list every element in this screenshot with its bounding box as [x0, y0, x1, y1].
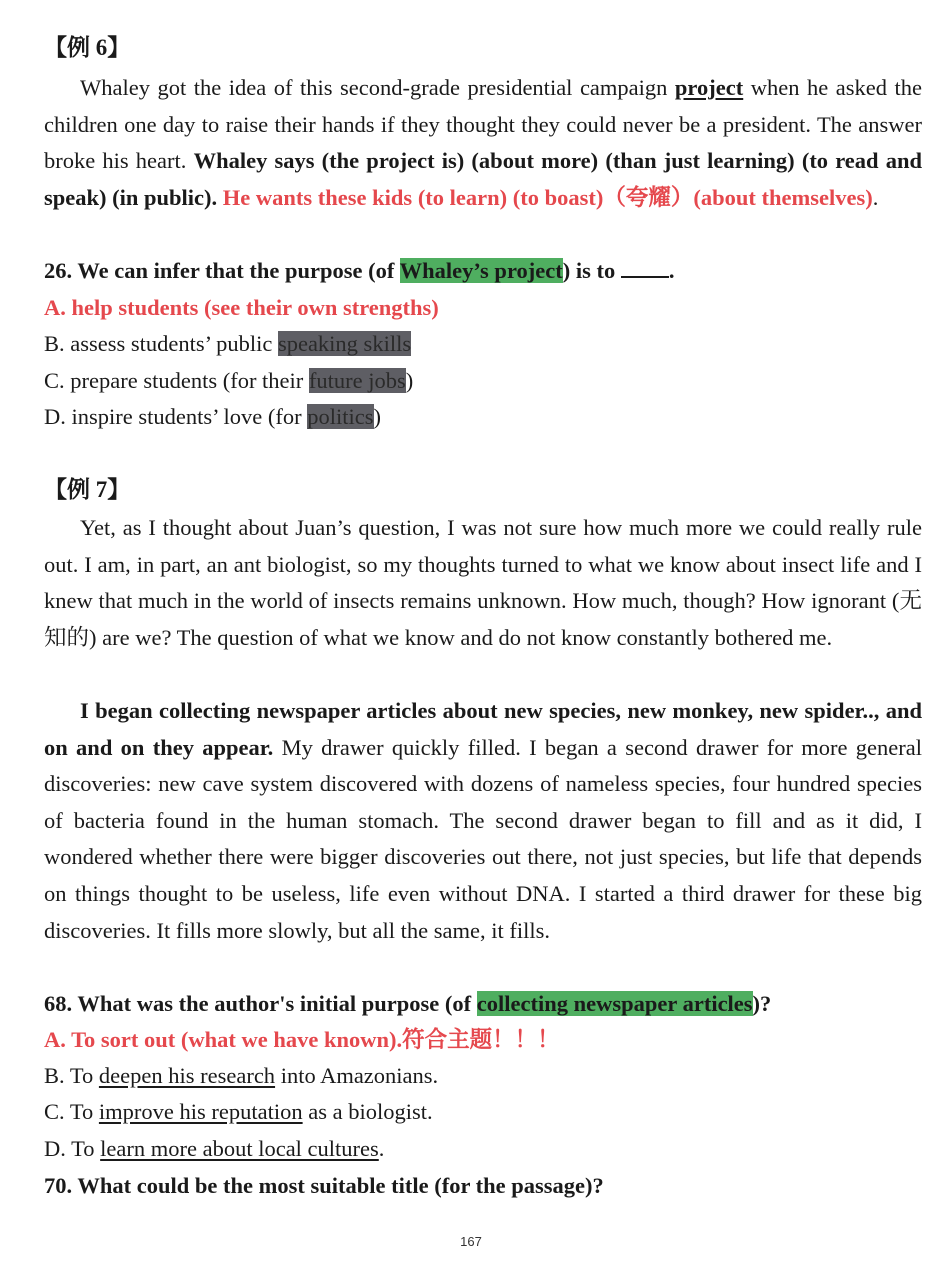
- question-26: 26. We can infer that the purpose (of Whaley’s project) is to .: [44, 258, 675, 283]
- example-7-paragraph-2: I began collecting newspaper articles about new species, new monkey, new spider.., and on and on they appear. My drawer quickly filled. I began a second drawer for more general discoveries: new cave system discovered with dozens of nameless species, four hundred species of bacteria found in the human stomach. The second drawer began to fill and as it did, I wondered whether there were bigger discoveries out there, not just species, but life that depends on things thought to be useless, life even without DNA. I started a third drawer for these big discoveries. It fills more slowly, but all the same, it fills.: [44, 698, 923, 943]
- key-sentence: Whaley says (the project is) (about more) (than just learning) (to read and speak) (in public).: [44, 148, 922, 210]
- option-68-c-underline: improve his reputation: [98, 1099, 303, 1124]
- example-6-heading: 【例 6】: [44, 35, 131, 60]
- option-26-c: C. prepare students (for their future jobs): [44, 368, 414, 393]
- question-68-highlight: collecting newspaper articles: [476, 991, 753, 1016]
- option-68-c: C. To improve his reputation as a biologist.: [44, 1099, 433, 1124]
- option-26-a: A. help students (see their own strengths): [44, 295, 439, 320]
- option-68-d: D. To learn more about local cultures.: [44, 1136, 385, 1161]
- question-26-highlight: Whaley’s project: [399, 258, 563, 283]
- key-sentence: I began collecting newspaper articles about new species, new monkey, new spider.., and on and on they appear.: [44, 698, 922, 760]
- option-26-d-highlight: politics: [307, 404, 374, 429]
- question-70: 70. What could be the most suitable title (for the passage)?: [44, 1173, 604, 1198]
- answer-blank: [621, 258, 669, 278]
- option-26-b: B. assess students’ public speaking skills: [44, 331, 412, 356]
- highlighted-sentence: He wants these kids (to learn) (to boast)（夸耀）(about themselves): [222, 184, 873, 210]
- option-68-d-underline: learn more about local cultures: [100, 1136, 379, 1161]
- page-number: 167: [460, 1234, 482, 1249]
- option-68-b-underline: deepen his research: [98, 1063, 276, 1088]
- keyword-project: project: [674, 75, 744, 100]
- example-6-passage: Whaley got the idea of this second-grade presidential campaign project when he asked the children one day to raise their hands if they thought they could never be a president. The answer broke his heart. Whaley says (the project is) (about more) (than just learning) (to read and speak) (in public). He wants these kids (to learn) (to boast)（夸耀）(about themselves).: [44, 75, 922, 210]
- option-26-d: D. inspire students’ love (for politics): [44, 404, 382, 429]
- question-68: 68. What was the author's initial purpose (of collecting newspaper articles)?: [44, 991, 772, 1016]
- example-7-paragraph-1: Yet, as I thought about Juan’s question, I was not sure how much more we could really rule out. I am, in part, an ant biologist, so my thoughts turned to what we know about insect life and I knew that much in the world of insects remains unknown. How much, though? How ignorant (无知的) are we? The question of what we know and do not know constantly bothered me.: [44, 515, 922, 650]
- option-68-a: A. To sort out (what we have known).符合主题！！！: [44, 1027, 560, 1052]
- option-68-b: B. To deepen his research into Amazonians.: [44, 1063, 439, 1088]
- option-26-b-highlight: speaking skills: [277, 331, 412, 356]
- option-26-c-highlight: future jobs: [308, 368, 406, 393]
- example-7-heading: 【例 7】: [44, 477, 131, 502]
